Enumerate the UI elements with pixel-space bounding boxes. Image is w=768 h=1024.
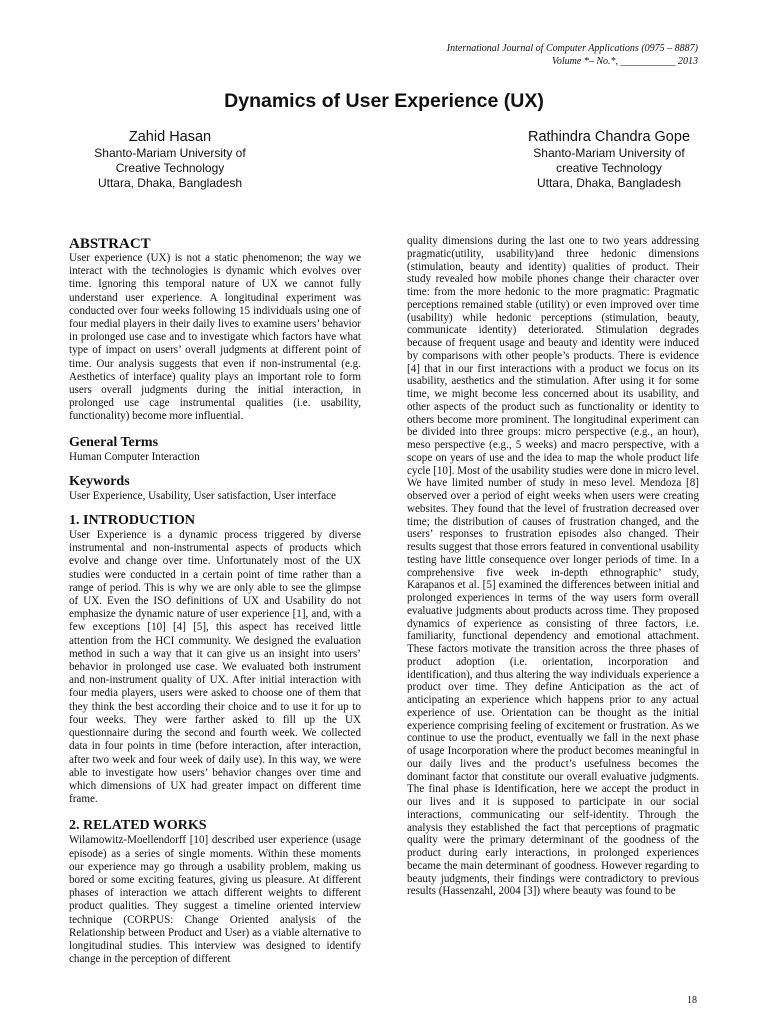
- related-works-heading: 2. RELATED WORKS: [69, 818, 207, 834]
- author-location: Uttara, Dhaka, Bangladesh: [97, 176, 243, 190]
- introduction-text: User Experience is a dynamic process triggered by diverse instrumental and non-instrumental aspects of products which evolve and change over time. Unfortunately most of the UX studies were conducted in a certain point of time rather than a range of period. This is why we are only able to see the glimpse of UX. Even the ISO definitions of UX and Usability do not emphasize the dynamic nature of user experience [1], and, with a few exceptions [10] [4] [5], this aspect has received little attention from the HCI community. We designed the evaluation method in such a way that it can give us an insight into users’ behavior in prolonged use case. We evaluated both instrument and non-instrument quality of UX. After initial interaction with four media players, users were asked to choose one of them that they think the best according their choice and to use it for up to four weeks. They were farther asked to fill up the UX questionnaire during the second and fourth week. We collected data in four points in time (before interaction, after interaction, after two week and four week of daily use). In this way, we were able to investigate how users’ behavior changes over time and which dimensions of UX had greater impact on different time frame.: [69, 529, 361, 806]
- related-works-text: Wilamowitz-Moellendorff [10] described user experience (usage episode) as a series of single moments. Within these moments our experience may go through a usability problem, making us bored or some exciting features, giving us pleasure. At different phases of interaction we attach different weights to different product qualities. They suggest a timeline oriented interview technique (CORPUS: Change Oriented analysis of the Relationship between Product and User) as a viable alternative to longitudinal studies. This interview was designed to identify change in the perception of different: [69, 834, 361, 966]
- journal-volume: Volume *– No.*, ___________ 2013: [551, 56, 698, 67]
- left-column: [69, 236, 361, 966]
- keywords-text: User Experience, Usability, User satisfaction, User interface: [69, 489, 336, 502]
- introduction-heading: 1. INTRODUCTION: [69, 513, 196, 529]
- journal-header: [447, 42, 698, 68]
- author-affiliation: Shanto-Mariam University of: [94, 146, 246, 160]
- right-column: [407, 235, 699, 898]
- author-affiliation: Creative Technology: [115, 161, 225, 175]
- journal-name: International Journal of Computer Applications (0975 – 8887): [446, 43, 698, 54]
- related-works-continued-text: quality dimensions during the last one to two years addressing pragmatic(utility, usability)and three hedonic dimensions (stimulation, beauty and identity) qualities of product. Their study revealed how mobile phones change their character over time: from the more hedonic to the more pragmatic: Pragmatic perceptions remained stable (utility) or even improved over time (usability) while hedonic perceptions (stimulation, beauty, communicate identity) deteriorated. Stimulation degrades because of frequent usage and beauty and identity were induced by comparisons with other people’s products. There is evidence [4] that in our first interactions with a product we focus on its usability, aesthetics and the stimulation. After using it for some time, we might become less concerned about its usability, and other aspects of the product such as functionality or identity to others become more prominent. The longitudinal experiment can be divided into three groups: micro perspective (e.g., an hour), meso perspective (e.g., 5 weeks) and macro perspective, with a scope on years of use and the idea to map the whole product life cycle [10]. Most of the usability studies were done in micro level. We have limited number of study in meso level. Mendoza [8] observed over a period of eight weeks when users were creating websites. They found that the level of frustration decreased over time; the distribution of causes of frustration changed, and the users’ responses to frustration episodes also changed. Their results suggest that those errors featured in conventional usability testing have little consequence over longer periods of time. In a comprehensive five week in-depth ethnographic’ study, Karapanos et al. [5] examined the differences between initial and prolonged experiences in terms of the way users form overall evaluative judgments about products across time. They proposed dynamics of experience as consisting of three factors, i.e. familiarity, functional dependency and emotional attachment. These factors motivate the transition across the three phases of product adoption (i.e. orientation, incorporation and identification), and thus altering the way individuals experience a product over time. They define Anticipation as the act of anticipating an experience which happens prior to any actual experience of use. Orientation can be thought as the initial experience comprising feeling of excitement or frustration. As we continue to use the product, eventually we fall in the next phase of usage Incorporation where the product becomes meaningful in our daily lives and the product’s usefulness becomes the dominant factor that constitute our overall evaluative judgments. The final phase is Identification, here we accept the product in our lives and it is supposed to participate in our social interactions, communicating our self-identity. Through the analysis they established the fact that perceptions of pragmatic quality were the primary determinant of the goodness of the product during early interactions, in prolonged experiences became the main determinant of goodness. However regarding to beauty judgments, their findings were contradictory to previous results (Hassenzahl, 2004 [3]) where beauty was found to be: [407, 235, 699, 898]
- author-location: Uttara, Dhaka, Bangladesh: [536, 176, 682, 190]
- author-block-1: [70, 128, 270, 191]
- abstract-text: User experience (UX) is not a static phenomenon; the way we interact with the technologies is dynamic which evolves over time. Ignoring this temporal nature of UX we cannot fully understand user experience. A longitudinal experiment was conducted over four weeks following 15 individuals using one of four medial players in their daily lives to examine users’ behavior in prolonged use case and to investigate which factors have what type of impact on users’ overall judgments at different point of time. Our analysis suggests that even if non-instrumental (e.g. Aesthetics of interface) quality plays an important role to form users overall judgments during the initial interaction, in prolonged use cage instrumental qualities (i.e. usability, functionality) become more influential.: [69, 252, 361, 423]
- author-name: Rathindra Chandra Gope: [527, 129, 691, 145]
- author-affiliation: creative Technology: [556, 161, 662, 175]
- paper-title: Dynamics of User Experience (UX): [224, 90, 544, 112]
- author-block-2: [498, 128, 720, 191]
- page-number: 18: [687, 995, 697, 1006]
- general-terms-heading: General Terms: [69, 434, 159, 450]
- abstract-heading: ABSTRACT: [69, 236, 151, 252]
- general-terms-text: Human Computer Interaction: [69, 450, 200, 463]
- author-name: Zahid Hasan: [128, 129, 212, 145]
- keywords-heading: Keywords: [69, 473, 130, 489]
- author-affiliation: Shanto-Mariam University of: [533, 146, 685, 160]
